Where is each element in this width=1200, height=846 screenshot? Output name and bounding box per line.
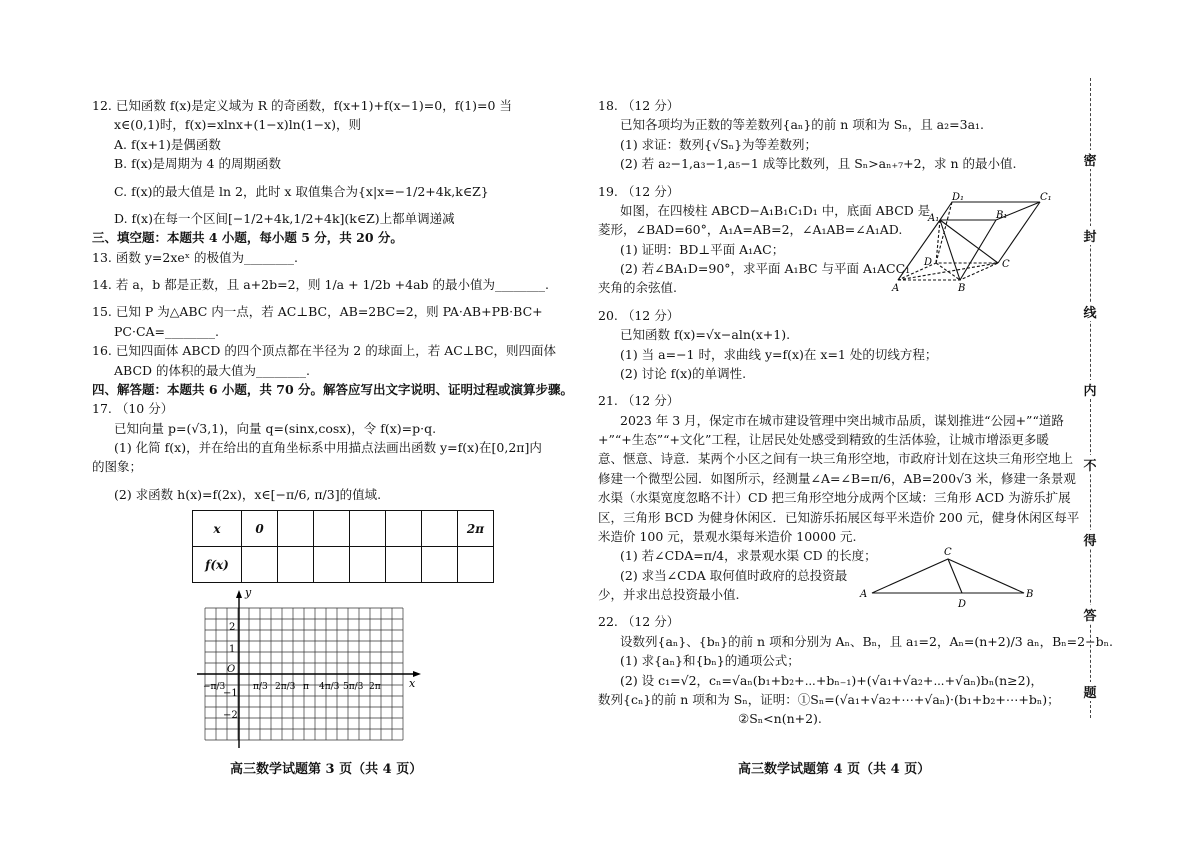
seal-char: 内 <box>1080 380 1100 399</box>
table-cell[interactable] <box>242 547 278 583</box>
q21-stem-5: 水渠（水渠宽度忽略不计）CD 把三角形空地分成两个区域：三角形 ACD 为游乐扩展 <box>598 490 1071 506</box>
seal-char: 线 <box>1080 302 1100 321</box>
table-cell[interactable] <box>386 511 422 547</box>
q21-stem-1: 2023 年 3 月，保定市在城市建设管理中突出城市品质，谋划推进“公园+”“道路 <box>620 412 1064 428</box>
q17-part-2: (2) 求函数 h(x)=f(2x)，x∈[−π/6, π/3]的值域. <box>114 486 382 502</box>
vertex-label: A <box>860 589 868 600</box>
vertex-label: C <box>944 547 952 558</box>
table-cell[interactable]: 2π <box>458 511 494 547</box>
q20-part-1: (1) 当 a=−1 时，求曲线 y=f(x)在 x=1 处的切线方程； <box>620 346 938 362</box>
q18-stem: 已知各项均为正数的等差数列{aₙ}的前 n 项和为 Sₙ，且 a₂=3a₁. <box>620 117 985 133</box>
q16-line-2: ABCD 的体积的最大值为________. <box>114 362 310 378</box>
table-cell[interactable] <box>350 547 386 583</box>
q22-heading: 22. （12 分） <box>598 614 680 630</box>
seal-char: 密 <box>1080 150 1100 169</box>
table-row <box>193 547 494 583</box>
q21-heading: 21. （12 分） <box>598 393 680 409</box>
q14: 14. 若 a，b 都是正数，且 a+2b=2，则 1/a + 1/2b +4ab 的最小值为________. <box>92 277 549 292</box>
table-row <box>193 511 494 547</box>
vertex-label: B₁ <box>996 210 1008 221</box>
vertex-label: A <box>892 283 900 294</box>
q21-part-2-a: (2) 求当∠CDA 取何值时政府的总投资最 <box>620 567 848 583</box>
y-axis-arrow-icon <box>236 590 242 598</box>
origin-label: O <box>227 664 236 675</box>
q22-part-2-c: ②Sₙ<n(n+2). <box>738 711 822 727</box>
table-cell[interactable] <box>386 547 422 583</box>
q18-heading: 18. （12 分） <box>598 98 680 113</box>
x-tick-label: π/3 <box>253 682 268 692</box>
q20-stem: 已知函数 f(x)=√x−aln(x+1). <box>620 327 791 343</box>
vertex-label: A₁ <box>928 213 940 224</box>
seal-char: 得 <box>1080 530 1100 549</box>
table-cell[interactable] <box>278 511 314 547</box>
table-cell[interactable] <box>314 547 350 583</box>
seal-char: 封 <box>1080 226 1100 245</box>
vertex-label: D <box>958 599 967 610</box>
q21-stem-4: 修建一个微型公园．如图所示，经测量∠A=∠B=π/6，AB=200√3 米，修建一条景观 <box>598 470 1076 486</box>
q12-stem-2: x∈(0,1)时，f(x)=xlnx+(1−x)ln(1−x)，则 <box>114 117 361 133</box>
table-header-fx: f(x) <box>193 547 242 583</box>
seal-char: 不 <box>1080 455 1100 474</box>
vertex-label: C₁ <box>1040 192 1052 203</box>
q19-part-2-a: (2) 若∠BA₁D=90°，求平面 A₁BC 与平面 A₁ACC₁ <box>620 261 911 276</box>
table-header-x: x <box>193 511 242 547</box>
q22-part-1: (1) 求{aₙ}和{bₙ}的通项公式； <box>620 653 800 669</box>
table-cell[interactable] <box>458 547 494 583</box>
y-tick-label: 1 <box>229 644 236 655</box>
value-table <box>192 510 494 583</box>
y-tick-label: −2 <box>223 710 238 721</box>
x-tick-label: −π/3 <box>203 682 226 692</box>
q19-stem-2: 菱形，∠BAD=60°，A₁A=AB=2，∠A₁AB=∠A₁AD. <box>598 222 903 238</box>
vertex-label: D <box>924 257 933 268</box>
q19-heading: 19. （12 分） <box>598 183 680 199</box>
vertex-label: C <box>1002 259 1010 270</box>
table-cell[interactable] <box>422 547 458 583</box>
q19-part-2-b: 夹角的余弦值. <box>598 280 677 296</box>
q17-part-1-a: (1) 化简 f(x)，并在给出的直角坐标系中用描点法画出函数 y=f(x)在[0,2π]内 <box>114 440 542 455</box>
q22-part-2-b: 数列{cₙ}的前 n 项和为 Sₙ，证明：①Sₙ=(√a₁+√a₂+⋯+√aₙ)·(b₁+b₂+⋯+bₙ)； <box>598 691 1060 707</box>
q16-line-1: 16. 已知四面体 ABCD 的四个顶点都在半径为 2 的球面上，若 AC⊥BC，则四面体 <box>92 343 557 359</box>
y-tick-label: −1 <box>223 688 238 699</box>
q17-stem: 已知向量 p=(√3,1)，向量 q=(sinx,cosx)，令 f(x)=p·q. <box>114 420 437 436</box>
x-tick-label: 4π/3 <box>319 682 340 692</box>
q15-line-2: PC·CA=________. <box>114 323 219 339</box>
prism-figure <box>890 192 1052 295</box>
table-cell[interactable] <box>314 511 350 547</box>
q12-option-d: D. f(x)在每一个区间[−1/2+4k,1/2+4k](k∈Z)上都单调递减 <box>114 210 455 226</box>
x-tick-label: 2π <box>369 682 381 692</box>
q21-stem-6: 区，三角形 BCD 为健身休闲区．已知游乐拓展区每平米造价 200 元，健身休闲区每平 <box>598 509 1080 525</box>
q12-option-a: A. f(x+1)是偶函数 <box>114 136 221 152</box>
q17-part-1-b: 的图象； <box>92 459 143 475</box>
q12-stem-1: 12. 已知函数 f(x)是定义域为 R 的奇函数，f(x+1)+f(x−1)=0，f(1)=0 当 <box>92 98 512 113</box>
q21-stem-7: 米造价 100 元，景观水渠每米造价 10000 元. <box>598 528 857 544</box>
x-tick-label: 5π/3 <box>343 682 364 692</box>
q22-stem: 设数列{aₙ}、{bₙ}的前 n 项和分别为 Aₙ、Bₙ，且 a₁=2，Aₙ=(n+2)/3 aₙ，Bₙ=2−bₙ. <box>620 633 1113 649</box>
y-tick-label: 2 <box>229 622 236 633</box>
q19-part-1: (1) 证明：BD⊥平面 A₁AC； <box>620 241 785 257</box>
q21-part-1: (1) 若∠CDA=π/4，求景观水渠 CD 的长度； <box>620 548 877 564</box>
section-3-heading: 三、填空题：本题共 4 小题，每小题 5 分，共 20 分。 <box>92 230 403 246</box>
q12-option-c: C. f(x)的最大值是 ln 2，此时 x 取值集合为{x|x=−1/2+4k,k∈Z} <box>114 183 489 199</box>
q20-part-2: (2) 讨论 f(x)的单调性. <box>620 365 747 381</box>
q22-part-2-a: (2) 设 c₁=√2，cₙ=√aₙ(b₁+b₂+⋯+bₙ₋₁)+(√a₁+√a₂+⋯+√aₙ)bₙ(n≥2)， <box>620 672 1043 688</box>
q21-stem-3: 意、惬意、诗意．某两个小区之间有一块三角形空地，市政府计划在这块三角形空地上 <box>598 451 1074 467</box>
x-axis-label: x <box>409 677 416 690</box>
q15-line-1: 15. 已知 P 为△ABC 内一点，若 AC⊥BC，AB=2BC=2，则 PA·AB+PB·BC+ <box>92 304 543 320</box>
page-footer-left: 高三数学试题第 3 页（共 4 页） <box>230 762 423 777</box>
vertex-label: B <box>958 283 966 294</box>
coordinate-grid[interactable] <box>195 586 425 752</box>
q13: 13. 函数 y=2xeˣ 的极值为________. <box>92 249 299 265</box>
q20-heading: 20. （12 分） <box>598 307 680 323</box>
left-page <box>92 96 574 504</box>
q18-part-2: (2) 若 a₂−1,a₃−1,a₅−1 成等比数列，且 Sₙ>aₙ₊₇+2，求 n 的最小值. <box>620 156 1017 172</box>
seal-char: 题 <box>1080 682 1100 701</box>
triangle-figure <box>858 545 1038 610</box>
vertex-label: D₁ <box>952 192 965 203</box>
q21-part-2-b: 少，并求出总投资最小值. <box>598 587 740 602</box>
page-footer-right: 高三数学试题第 4 页（共 4 页） <box>738 762 931 777</box>
q17-heading: 17. （10 分） <box>92 401 174 417</box>
table-cell[interactable]: 0 <box>242 511 278 547</box>
q19-stem-1: 如图，在四棱柱 ABCD−A₁B₁C₁D₁ 中，底面 ABCD 是 <box>620 202 931 218</box>
q21-stem-2: +”“+生态”“+文化”工程，让居民处处感受到精致的生活体验，让城市增添更多暖 <box>598 432 1049 447</box>
table-cell[interactable] <box>350 511 386 547</box>
table-cell[interactable] <box>278 547 314 583</box>
seal-char: 答 <box>1080 605 1100 624</box>
q12-option-b: B. f(x)是周期为 4 的周期函数 <box>114 156 281 172</box>
y-axis-label: y <box>245 586 252 599</box>
vertex-label: B <box>1026 589 1034 600</box>
section-4-heading: 四、解答题：本题共 6 小题，共 70 分。解答应写出文字说明、证明过程或演算步骤。 <box>92 381 574 397</box>
q18-part-1: (1) 求证：数列{√Sₙ}为等差数列； <box>620 136 818 152</box>
right-page <box>598 96 1113 729</box>
table-cell[interactable] <box>422 511 458 547</box>
x-tick-label: π <box>303 682 309 692</box>
x-tick-label: 2π/3 <box>275 682 296 692</box>
